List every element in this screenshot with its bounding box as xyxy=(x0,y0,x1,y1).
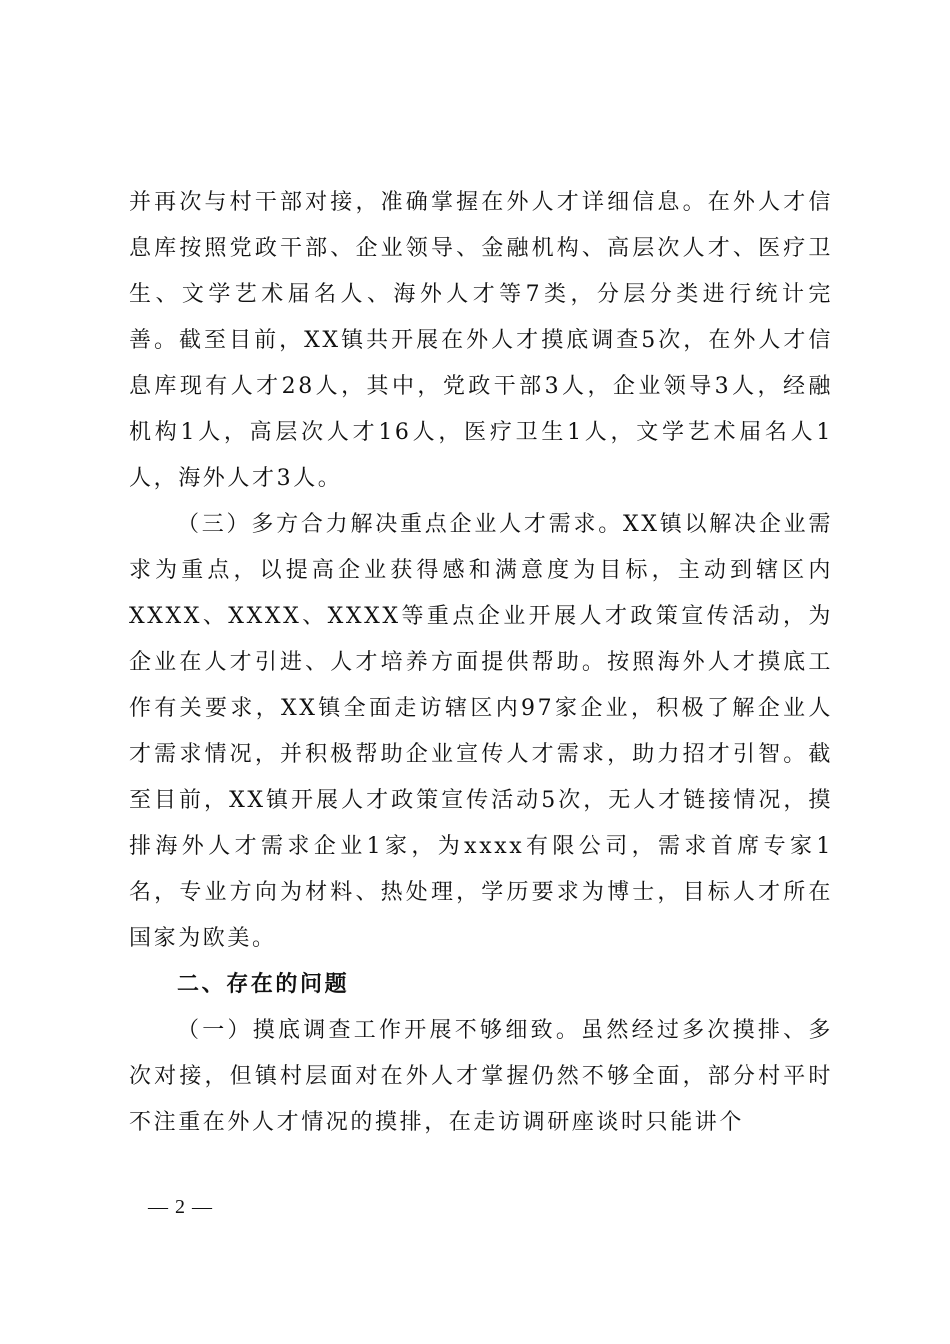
page-number: — 2 — xyxy=(148,1196,213,1218)
paragraph-talent-database: 并再次与村干部对接，准确掌握在外人才详细信息。在外人才信息库按照党政干部、企业领导、金融机构、高层次人才、医疗卫生、文学艺术届名人、海外人才等7类，分层分类进行统计完善。截至目前，XX镇共开展在外人才摸底调查5次，在外人才信息库现有人才28人，其中，党政干部3人，企业领导3人，经融机构1人，高层次人才16人，医疗卫生1人，文学艺术届名人1人，海外人才3人。 xyxy=(129,190,833,491)
paragraph-enterprise-talent-needs xyxy=(129,502,833,962)
section-heading-problems: 二、存在的问题 xyxy=(177,972,350,997)
paragraph-lead-enterprise: （三）多方合力解决重点企业人才需求。 xyxy=(177,512,624,537)
paragraph-survey-problem xyxy=(129,1008,833,1146)
paragraph-lead-survey: （一）摸底调查工作开展不够细致。 xyxy=(177,1018,582,1043)
paragraph-body-enterprise: XX镇以解决企业需求为重点，以提高企业获得感和满意度为目标，主动到辖区内XXXX、XXXX、XXXX等重点企业开展人才政策宣传活动，为企业在人才引进、人才培养方面提供帮助。按照海外人才摸底工作有关要求，XX镇全面走访辖区内97家企业，积极了解企业人才需求情况，并积极帮助企业宣传人才需求，助力招才引智。截至目前，XX镇开展人才政策宣传活动5次，无人才链接情况，摸排海外人才需求企业1家，为xxxx有限公司，需求首席专家1名，专业方向为材料、热处理，学历要求为博士，目标人才所在国家为欧美。 xyxy=(129,512,833,951)
body-text xyxy=(129,180,833,1146)
paragraph-body-survey: 虽然经过多次摸排、多次对接，但镇村层面对在外人才掌握仍然不够全面，部分村平时不注重在外人才情况的摸排，在走访调研座谈时只能讲个 xyxy=(129,1018,833,1135)
